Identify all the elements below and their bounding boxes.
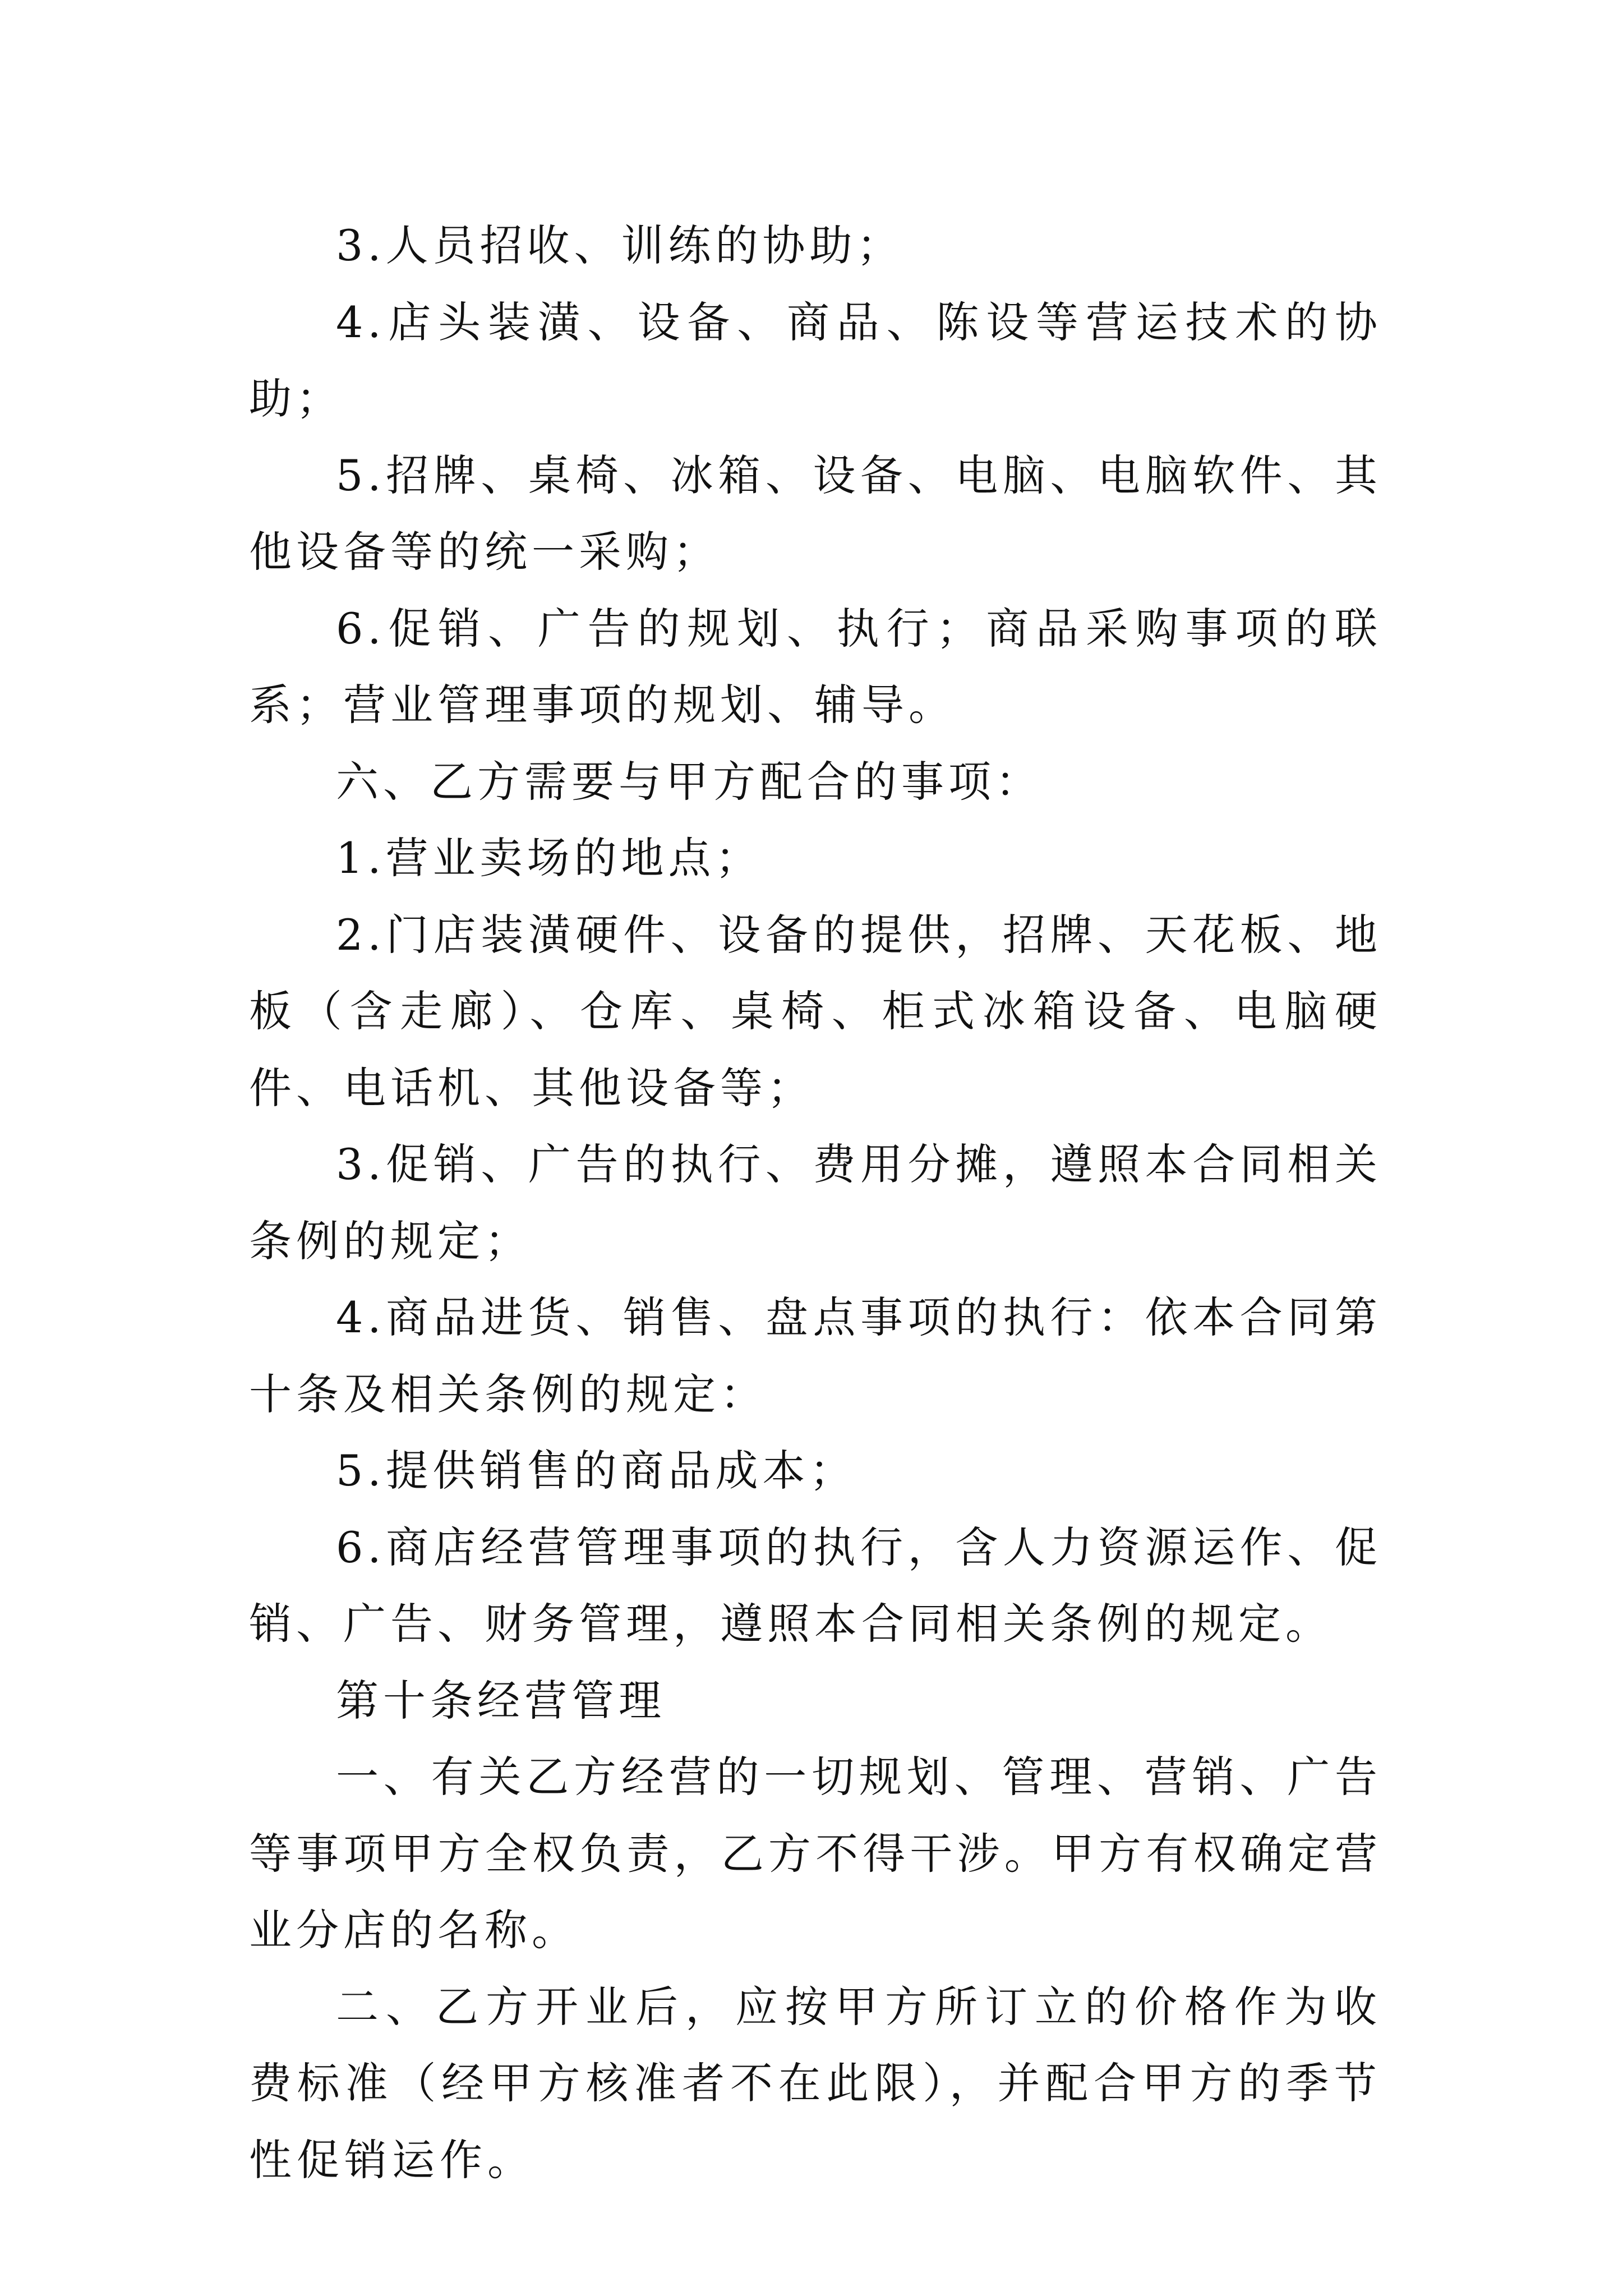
paragraph: 2.门店装潢硬件、设备的提供，招牌、天花板、地板（含走廊）、仓库、桌椅、柜式冰箱设备、电脑硬件、电话机、其他设备等； — [249, 909, 1382, 1113]
paragraph: 5.招牌、桌椅、冰箱、设备、电脑、电脑软件、其他设备等的统一采购； — [249, 450, 1382, 577]
paragraph: 4.店头装潢、设备、商品、陈设等营运技术的协助； — [249, 297, 1382, 424]
paragraph: 1.营业卖场的地点； — [336, 833, 763, 883]
document-body — [249, 208, 1382, 2198]
paragraph: 3.促销、广告的执行、费用分摊，遵照本合同相关条例的规定； — [249, 1139, 1382, 1266]
section-heading: 六、乙方需要与甲方配合的事项： — [336, 756, 1043, 807]
paragraph: 6.促销、广告的规划、执行；商品采购事项的联系；营业管理事项的规划、辅导。 — [249, 603, 1382, 730]
paragraph: 5.提供销售的商品成本； — [336, 1446, 857, 1496]
paragraph: 4.商品进货、销售、盘点事项的执行：依本合同第十条及相关条例的规定： — [249, 1292, 1382, 1419]
article-heading: 第十条经营管理 — [336, 1675, 666, 1726]
paragraph: 一、有关乙方经营的一切规划、管理、营销、广告等事项甲方全权负责，乙方不得干涉。甲方有权确定营业分店的名称。 — [249, 1752, 1382, 1955]
paragraph: 6.商店经营管理事项的执行，含人力资源运作、促销、广告、财务管理，遵照本合同相关条例的规定。 — [249, 1522, 1382, 1649]
paragraph: 3.人员招收、训练的协助； — [336, 220, 904, 270]
paragraph: 二、乙方开业后，应按甲方所订立的价格作为收费标准（经甲方核准者不在此限），并配合甲方的季节性促销运作。 — [249, 1981, 1382, 2185]
